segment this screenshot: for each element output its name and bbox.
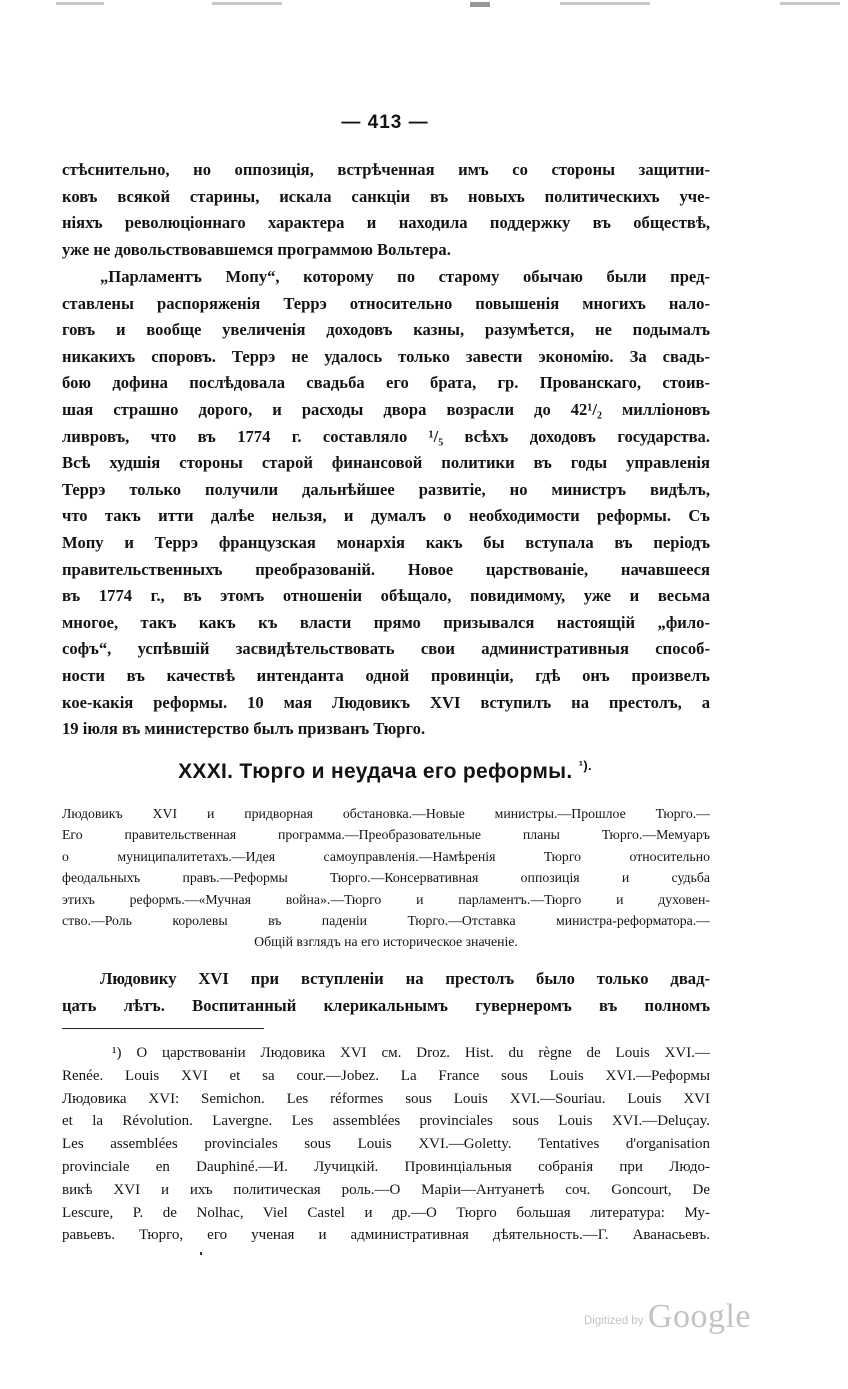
text-line: ставлены распоряженія Террэ относительно повышенія многихъ нало-	[62, 293, 710, 313]
text-line: стѣснительно, но оппозиція, встрѣченная имъ со стороны защитни-	[62, 160, 710, 179]
footnote-line: ¹) О царствованіи Людовика XVI см. Droz. Hist. du règne de Louis XVI.—	[112, 1045, 710, 1061]
footnote-divider	[62, 1028, 264, 1029]
text-line: говъ и вообще увеличенія доходовъ казны, разумѣется, не подымалъ	[62, 320, 710, 340]
text-line: ливровъ, что въ 1774 г. составляло ¹/₅ всѣхъ доходовъ государства.	[62, 426, 710, 446]
footnote-line: викѣ XVI и ихъ политическая роль.—О Маріи—Антуанетѣ соч. Goncourt, De	[62, 1181, 710, 1198]
google-logo: Google	[647, 1298, 751, 1335]
paragraph-1	[62, 157, 710, 263]
summary-line: ство.—Роль королевы въ паденіи Тюрго.—Отставка министра-реформатора.—	[62, 913, 710, 929]
watermark-prefix: Digitized by	[584, 1315, 644, 1327]
text-line: ковъ всякой старины, искала санкціи въ новыхъ политическихъ уче-	[62, 186, 710, 206]
footnote-line: Les assemblées provinciales sous Louis XVI.—Goletty. Tentatives d'organisation	[62, 1136, 710, 1153]
chapter-title: XXXI. Тюрго и неудача его реформы.	[178, 760, 573, 783]
chapter-heading	[0, 758, 770, 784]
footnote-line: Renée. Louis XVI et sa cour.—Jobez. La France sous Louis XVI.—Реформы	[62, 1067, 710, 1084]
footnote-line: равьевъ. Тюрго, его ученая и административная дѣятельность.—Г. Аванасьевъ.	[62, 1227, 710, 1244]
text-line: шая страшно дорого, и расходы двора возрасли до 42¹/₂ милліоновъ	[62, 399, 710, 419]
footnote	[62, 1042, 710, 1247]
text-line: Мопу и Террэ французская монархія какъ бы вступала въ періодъ	[62, 532, 710, 552]
chapter-summary	[62, 803, 710, 953]
page-number: — 413 —	[341, 112, 429, 133]
text-line: Людовику XVI при вступленіи на престолъ было только двад-	[100, 969, 710, 988]
text-line: 19 іюля въ министерство былъ призванъ Тюрго.	[62, 719, 426, 739]
text-line: Террэ только получили дальнѣйшее развитіе, но министръ видѣлъ,	[62, 479, 710, 499]
summary-line: о муниципалитетахъ.—Идея самоуправленія.—Намѣренія Тюрго относительно	[62, 848, 710, 864]
paragraph-3	[62, 966, 710, 1019]
text-line: многое, такъ какъ къ власти прямо призывался настоящій „фило-	[62, 612, 710, 632]
summary-line: Людовикъ XVI и придворная обстановка.—Новые министры.—Прошлое Тюрго.—	[62, 806, 710, 821]
summary-line: этихъ реформъ.—«Мучная война».—Тюрго и парламентъ.—Тюрго и духовен-	[62, 891, 710, 907]
footnote-line: provinciale en Dauphiné.—И. Лучицкій. Провинціальныя собранія при Людо-	[62, 1158, 710, 1175]
digitized-watermark	[584, 1298, 751, 1336]
text-line: „Парламентъ Мопу“, которому по старому обычаю были пред-	[100, 267, 710, 286]
footnote-line: Людовика XVI: Semichon. Les réformes sous Louis XVI.—Souriau. Louis XVI	[62, 1090, 710, 1107]
footnote-line: et la Révolution. Lavergne. Les assemblées provinciales sous Louis XVI.—Deluçay.	[62, 1113, 710, 1130]
text-line: что такъ итти далѣе нельзя, и думалъ о необходимости реформы. Съ	[62, 506, 710, 526]
text-line: бою дофина послѣдовала свадьба его брата, гр. Прованскаго, стоив-	[62, 373, 710, 393]
text-line: кое-какія реформы. 10 мая Людовикъ XVI вступилъ на престолъ, а	[62, 692, 710, 712]
text-line: цать лѣтъ. Воспитанный клерикальнымъ гувернеромъ въ полномъ	[62, 995, 710, 1015]
footnote-line: Lescure, P. de Nolhac, Viel Castel и др.—О Тюрго большая литература: Му-	[62, 1204, 710, 1221]
summary-line: Общій взглядъ на его историческое значеніе.	[254, 934, 518, 950]
text-line: ности въ качествѣ интенданта одной провинціи, гдѣ онъ произвелъ	[62, 665, 710, 685]
scan-artifacts	[0, 0, 848, 8]
footnote-ref: ¹).	[578, 758, 592, 773]
text-line: уже не довольствовавшемся программою Вольтера.	[62, 239, 451, 259]
text-line: софъ“, успѣвшій засвидѣтельствовать свои административныя способ-	[62, 639, 710, 659]
summary-line: феодальныхъ правъ.—Реформы Тюрго.—Консервативная оппозиція и судьба	[62, 870, 710, 886]
text-line: ніяхъ революціоннаго характера и находила поддержку въ обществѣ,	[62, 213, 710, 233]
text-line: Всѣ худшія стороны старой финансовой политики въ годы управленія	[62, 453, 710, 473]
text-line: правительственныхъ преобразованій. Новое царствованіе, начавшееся	[62, 559, 710, 579]
ink-speck	[200, 1252, 202, 1255]
paragraph-2	[62, 264, 710, 743]
text-line: въ 1774 г., въ этомъ отношеніи обѣщало, повидимому, уже и весьма	[62, 586, 710, 606]
summary-line: Его правительственная программа.—Преобразовательные планы Тюрго.—Мемуаръ	[62, 827, 710, 843]
text-line: никакихъ споровъ. Террэ не удалось только завести экономію. За свадь-	[62, 346, 710, 366]
